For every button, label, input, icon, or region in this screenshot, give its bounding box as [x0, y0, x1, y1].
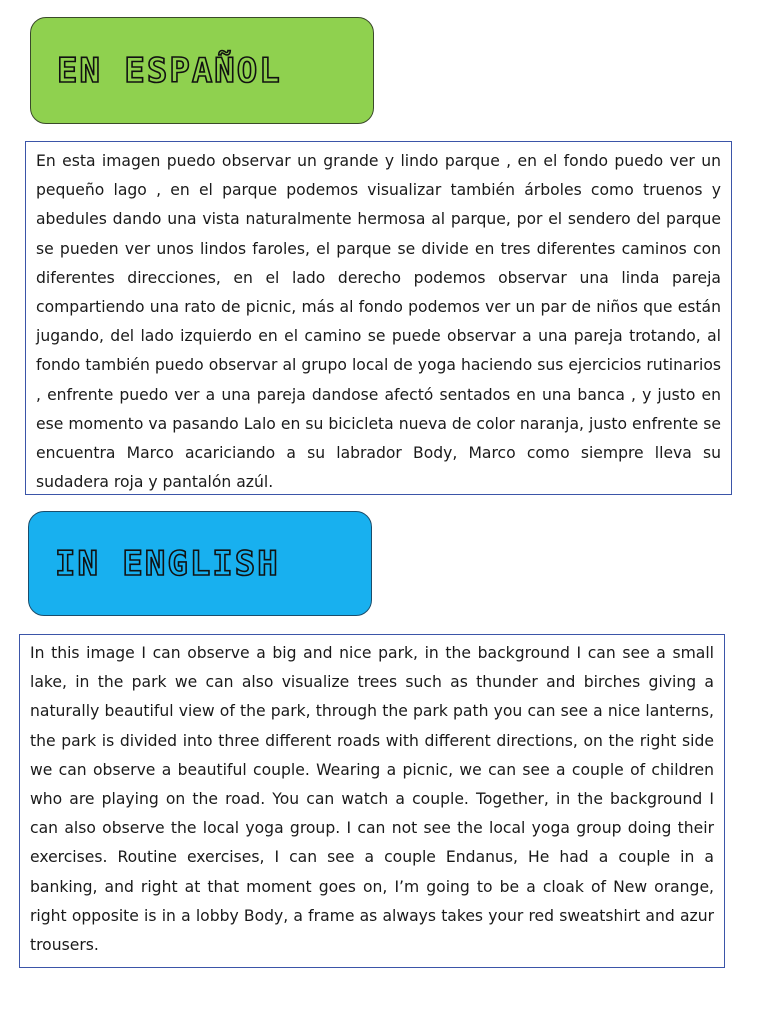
- spanish-heading: EN ESPAÑOL: [57, 50, 282, 91]
- english-paragraph: In this image I can observe a big and nice park, in the background I can see a small lake, in the park we can also visualize trees such as thunder and birches giving a naturally beautiful view of the park, through the park path you can see a nice lanterns, the park is divided into three different roads with different directions, on the right side we can observe a beautiful couple. Wearing a picnic, we can see a couple of children who are playing on the road. You can watch a couple. Together, in the background I can also observe the local yoga group. I can not see the local yoga group doing their exercises. Routine exercises, I can see a couple Endanus, He had a couple in a banking, and right at that moment goes on, I’m going to be a cloak of New orange, right opposite is in a lobby Body, a frame as always takes your red sweatshirt and azur trousers.: [30, 644, 714, 955]
- spanish-paragraph: En esta imagen puedo observar un grande y lindo parque , en el fondo puedo ver un pequeño lago , en el parque podemos visualizar también árboles como truenos y abedules dando una vista naturalmente hermosa al parque, por el sendero del parque se pueden ver unos lindos faroles, el parque se divide en tres diferentes caminos con diferentes direcciones, en el lado derecho podemos observar una linda pareja compartiendo una rato de picnic, más al fondo podemos ver un par de niños que están jugando, del lado izquierdo en el camino se puede observar a una pareja trotando, al fondo también puedo observar al grupo local de yoga haciendo sus ejercicios rutinarios , enfrente puedo ver a una pareja dandose afectó sentados en una banca , y justo en ese momento va pasando Lalo en su bicicleta nueva de color naranja, justo enfrente se encuentra Marco acariciando a su labrador Body, Marco como siempre lleva su sudadera roja y pantalón azúl.: [36, 152, 721, 492]
- english-heading-banner: [28, 511, 372, 616]
- spanish-text-box: [25, 141, 732, 495]
- spanish-heading-banner: [30, 17, 374, 124]
- english-text-box: [19, 634, 725, 968]
- english-heading: IN ENGLISH: [55, 543, 280, 584]
